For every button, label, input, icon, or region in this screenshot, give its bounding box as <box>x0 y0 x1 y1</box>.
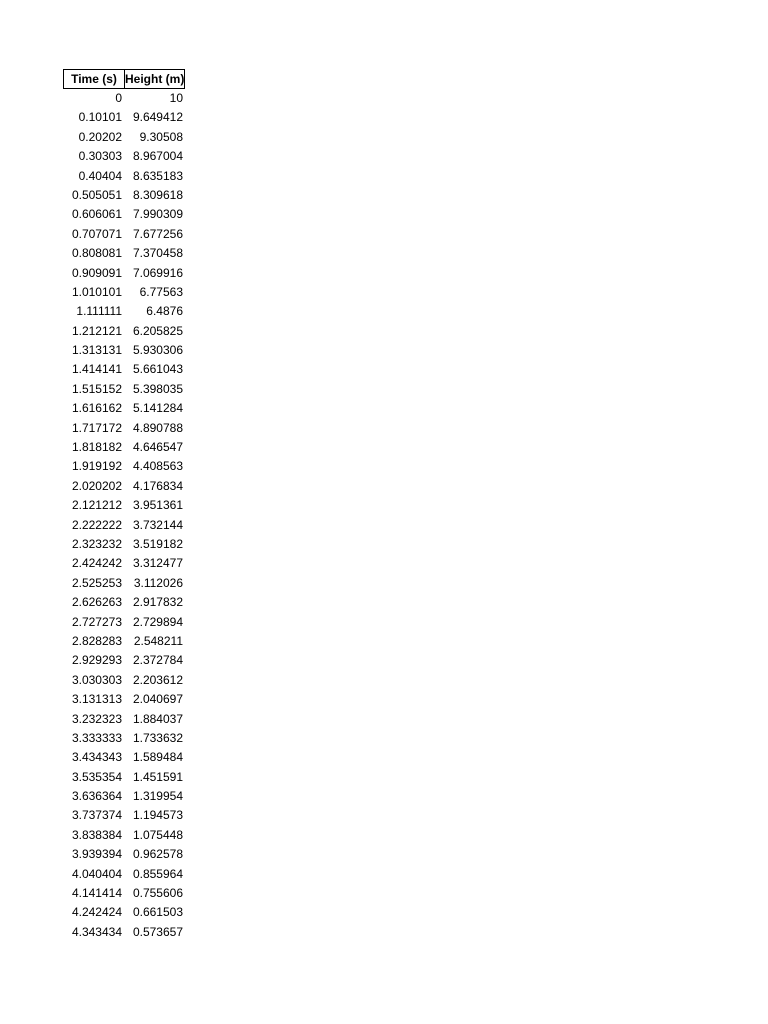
height-cell: 2.729894 <box>132 614 183 629</box>
time-cell: 0.20202 <box>78 129 122 144</box>
height-cell: 3.951361 <box>132 498 183 513</box>
height-cell: 1.075448 <box>132 827 183 842</box>
table-row <box>63 283 185 302</box>
time-cell: 4.343434 <box>71 924 122 939</box>
height-cell: 8.309618 <box>132 187 183 202</box>
height-cell: 5.141284 <box>132 401 183 416</box>
height-cell: 8.967004 <box>132 149 183 164</box>
height-cell: 4.176834 <box>132 478 183 493</box>
table-body <box>63 89 185 942</box>
time-cell: 1.717172 <box>71 420 122 435</box>
height-cell: 7.069916 <box>132 265 183 280</box>
height-cell: 2.203612 <box>132 672 183 687</box>
table-row <box>63 380 185 399</box>
time-cell: 3.030303 <box>71 672 122 687</box>
table-row <box>63 244 185 263</box>
time-cell: 0.606061 <box>71 207 122 222</box>
time-cell: 3.131313 <box>71 692 122 707</box>
time-cell: 0.707071 <box>71 226 122 241</box>
time-cell: 2.626263 <box>71 595 122 610</box>
time-cell: 1.616162 <box>71 401 122 416</box>
time-cell: 2.222222 <box>71 517 122 532</box>
time-cell: 0.808081 <box>71 246 122 261</box>
time-cell: 4.040404 <box>71 866 122 881</box>
table-row <box>63 651 185 670</box>
time-column-header: Time (s) <box>64 70 125 88</box>
height-cell: 1.194573 <box>132 808 183 823</box>
height-cell: 1.884037 <box>132 711 183 726</box>
table-row <box>63 322 185 341</box>
height-cell: 1.451591 <box>132 769 183 784</box>
table-row <box>63 186 185 205</box>
table-row <box>63 419 185 438</box>
table-row <box>63 787 185 806</box>
table-row <box>63 865 185 884</box>
time-cell: 3.333333 <box>71 730 122 745</box>
height-cell: 6.77563 <box>139 284 183 299</box>
table-row <box>63 147 185 166</box>
table-row <box>63 748 185 767</box>
time-cell: 0.30303 <box>78 149 122 164</box>
time-cell: 0.505051 <box>71 187 122 202</box>
height-cell: 8.635183 <box>132 168 183 183</box>
table-row <box>63 845 185 864</box>
height-cell: 3.519182 <box>132 536 183 551</box>
table-row <box>63 167 185 186</box>
data-table <box>63 69 185 942</box>
time-cell: 1.919192 <box>71 459 122 474</box>
time-cell: 4.141414 <box>71 886 122 901</box>
time-cell: 0.10101 <box>78 110 122 125</box>
height-cell: 1.589484 <box>132 750 183 765</box>
table-row <box>63 225 185 244</box>
height-cell: 2.548211 <box>133 633 183 648</box>
table-row <box>63 613 185 632</box>
height-cell: 4.408563 <box>132 459 183 474</box>
table-row <box>63 205 185 224</box>
height-cell: 0.962578 <box>132 847 183 862</box>
time-cell: 3.737374 <box>71 808 122 823</box>
table-row <box>63 710 185 729</box>
height-cell: 1.733632 <box>132 730 183 745</box>
height-cell: 3.312477 <box>132 556 183 571</box>
table-row <box>63 729 185 748</box>
table-row <box>63 516 185 535</box>
time-cell: 2.121212 <box>71 498 122 513</box>
table-row <box>63 457 185 476</box>
table-row <box>63 806 185 825</box>
time-cell: 1.010101 <box>71 284 122 299</box>
height-cell: 7.990309 <box>132 207 183 222</box>
height-cell: 7.677256 <box>132 226 183 241</box>
table-row <box>63 302 185 321</box>
table-row <box>63 574 185 593</box>
time-cell: 1.515152 <box>71 381 122 396</box>
time-cell: 0 <box>115 91 122 105</box>
height-cell: 0.661503 <box>132 905 183 920</box>
height-cell: 4.646547 <box>132 440 183 455</box>
height-cell: 6.4876 <box>146 304 183 319</box>
table-row <box>63 768 185 787</box>
height-cell: 2.372784 <box>132 653 183 668</box>
table-header-row <box>63 69 185 89</box>
time-cell: 1.212121 <box>71 323 122 338</box>
height-cell: 5.398035 <box>132 381 183 396</box>
height-cell: 4.890788 <box>132 420 183 435</box>
table-row <box>63 438 185 457</box>
table-row <box>63 360 185 379</box>
table-row <box>63 264 185 283</box>
table-row <box>63 826 185 845</box>
time-cell: 2.323232 <box>71 536 122 551</box>
table-row <box>63 632 185 651</box>
time-cell: 2.929293 <box>71 653 122 668</box>
table-row <box>63 671 185 690</box>
height-cell: 3.112026 <box>133 575 183 590</box>
height-cell: 2.917832 <box>132 595 183 610</box>
table-row <box>63 535 185 554</box>
time-cell: 3.535354 <box>71 769 122 784</box>
time-cell: 0.909091 <box>71 265 122 280</box>
height-cell: 6.205825 <box>132 323 183 338</box>
time-cell: 4.242424 <box>71 905 122 920</box>
time-cell: 1.818182 <box>71 440 122 455</box>
time-cell: 0.40404 <box>78 168 122 183</box>
table-row <box>63 593 185 612</box>
time-cell: 2.020202 <box>71 478 122 493</box>
table-row <box>63 690 185 709</box>
height-cell: 9.649412 <box>132 110 183 125</box>
time-cell: 2.828283 <box>71 633 122 648</box>
height-cell: 0.573657 <box>132 924 183 939</box>
time-cell: 1.111111 <box>76 304 122 319</box>
time-cell: 2.525253 <box>71 575 122 590</box>
height-cell: 9.30508 <box>139 129 183 144</box>
table-row <box>63 477 185 496</box>
table-row <box>63 128 185 147</box>
height-cell: 10 <box>169 91 183 105</box>
height-cell: 5.930306 <box>132 343 183 358</box>
height-cell: 0.755606 <box>132 886 183 901</box>
height-cell: 5.661043 <box>132 362 183 377</box>
table-row <box>63 496 185 515</box>
time-cell: 3.838384 <box>71 827 122 842</box>
time-cell: 3.232323 <box>71 711 122 726</box>
table-row <box>63 554 185 573</box>
height-column-header: Height (m) <box>125 72 184 86</box>
time-cell: 3.636364 <box>71 789 122 804</box>
height-cell: 1.319954 <box>132 789 183 804</box>
table-row <box>63 884 185 903</box>
table-row <box>63 923 185 942</box>
height-cell: 0.855964 <box>132 866 183 881</box>
height-cell: 3.732144 <box>132 517 183 532</box>
time-cell: 3.434343 <box>71 750 122 765</box>
time-cell: 2.424242 <box>71 556 122 571</box>
table-row <box>63 108 185 127</box>
time-cell: 3.939394 <box>71 847 122 862</box>
table-row <box>63 89 185 108</box>
time-cell: 2.727273 <box>71 614 122 629</box>
table-row <box>63 903 185 922</box>
table-row <box>63 341 185 360</box>
time-cell: 1.313131 <box>71 343 122 358</box>
table-row <box>63 399 185 418</box>
height-cell: 7.370458 <box>132 246 183 261</box>
time-cell: 1.414141 <box>71 362 122 377</box>
height-cell: 2.040697 <box>132 692 183 707</box>
